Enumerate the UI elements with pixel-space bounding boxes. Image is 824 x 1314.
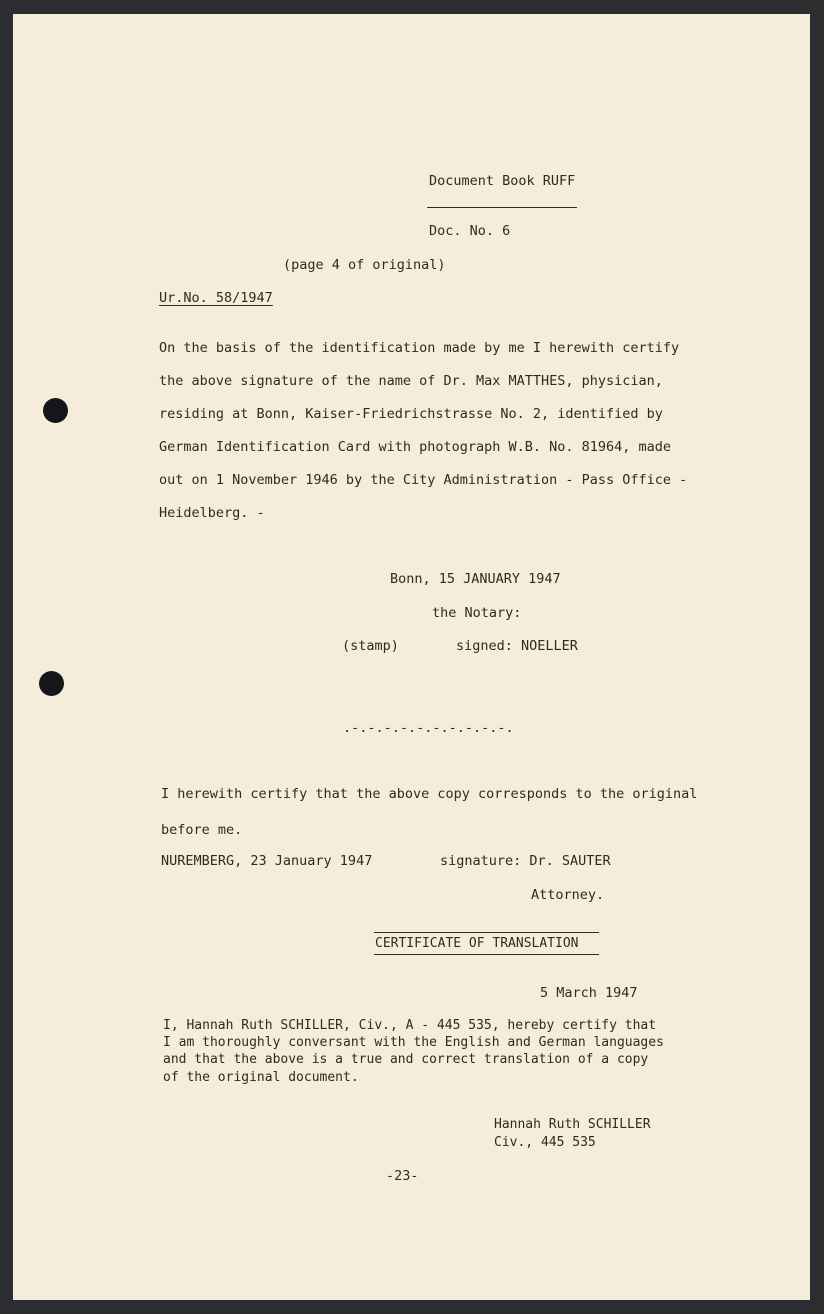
heading-rule-bottom [374,954,599,955]
page-number: -23- [386,1168,419,1184]
translator-name: Hannah Ruth SCHILLER [494,1117,651,1132]
header-rule [427,207,577,208]
certification-line: residing at Bonn, Kaiser-Friedrichstrasse No. 2, identified by [159,406,663,422]
translation-date: 5 March 1947 [540,985,638,1001]
translation-text-line: I, Hannah Ruth SCHILLER, Civ., A - 445 535, hereby certify that [163,1018,657,1033]
certification-line: the above signature of the name of Dr. Max MATTHES, physician, [159,373,663,389]
page-reference: (page 4 of original) [283,257,446,273]
copy-certification-line: I herewith certify that the above copy corresponds to the original [161,786,698,802]
translation-text-line: of the original document. [163,1070,359,1085]
heading-rule-top [374,932,599,933]
certification-line: Heidelberg. - [159,505,265,521]
document-book-label: Document Book RUFF [429,173,576,189]
punch-hole [43,398,68,423]
punch-hole [39,671,64,696]
ur-number: Ur.No. 58/1947 [159,290,273,306]
attorney-role: Attorney. [531,887,605,903]
stamp-note: (stamp) [342,638,399,654]
certification-line: German Identification Card with photograph W.B. No. 81964, made [159,439,672,455]
certification-line: On the basis of the identification made by me I herewith certify [159,340,680,356]
translation-text-line: and that the above is a true and correct translation of a copy [163,1052,649,1067]
copy-certification-line: before me. [161,822,243,838]
notary-title: the Notary: [432,605,522,621]
notary-place-date: Bonn, 15 JANUARY 1947 [390,571,561,587]
notary-signature: signed: NOELLER [456,638,578,654]
translation-heading: CERTIFICATE OF TRANSLATION [375,936,579,951]
translation-text-line: I am thoroughly conversant with the English and German languages [163,1035,664,1050]
certification-line: out on 1 November 1946 by the City Administration - Pass Office - [159,472,688,488]
separator-line: .-.-.-.-.-.-.-.-.-.-. [343,720,514,736]
attorney-signature: signature: Dr. SAUTER [440,853,611,869]
document-page [13,14,810,1300]
copy-place-date: NUREMBERG, 23 January 1947 [161,853,373,869]
doc-number: Doc. No. 6 [429,223,511,239]
translator-id: Civ., 445 535 [494,1135,596,1150]
